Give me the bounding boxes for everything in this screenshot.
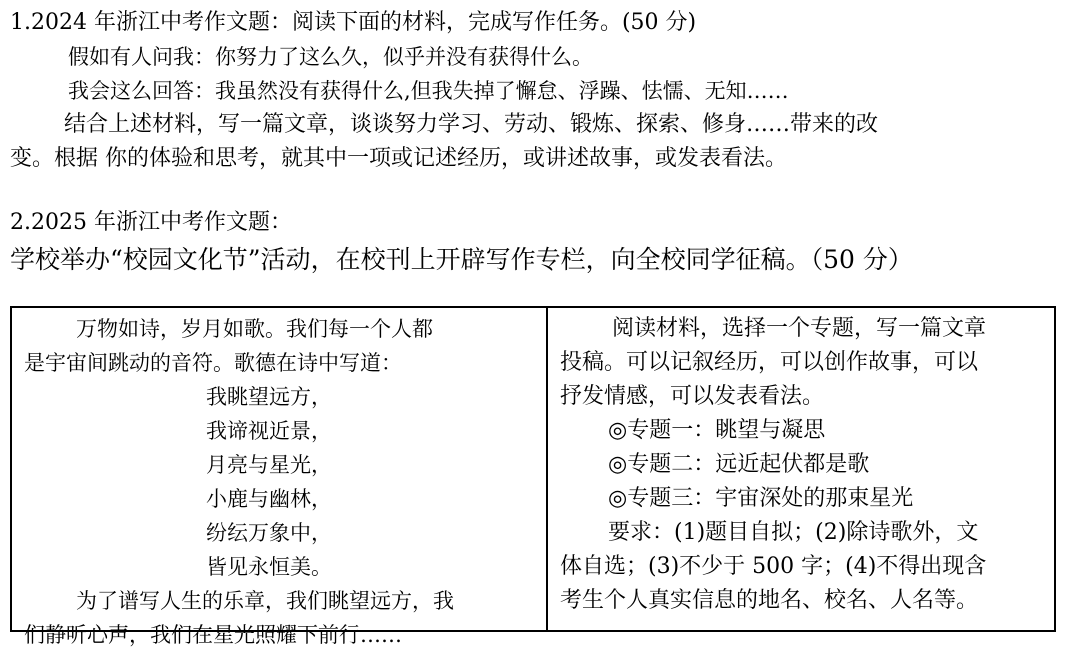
material-quote-answer: 我会这么回答：我虽然没有获得什么,但我失掉了懈怠、浮躁、怯懦、无知…… (68, 79, 789, 103)
poem-line: 皆见永恒美。 (206, 555, 332, 579)
requirements-line-1: 要求：(1)题目自拟；(2)除诗歌外，文 (608, 520, 979, 545)
poem-line: 月亮与星光， (206, 453, 332, 477)
topic-item: ◎专题三：宇宙深处的那束星光 (608, 486, 914, 511)
requirements-line-2: 体自选；(3)不少于 500 字；(4)不得出现含 (560, 554, 987, 579)
task-line-1: 结合上述材料，写一篇文章，谈谈努力学习、劳动、锻炼、探索、修身……带来的改 (64, 112, 879, 137)
poem-line: 小鹿与幽林， (206, 487, 332, 511)
instructions-line-2: 投稿。可以记叙经历，可以创作故事，可以 (560, 350, 979, 375)
requirements-line-3: 考生个人真实信息的地名、校名、人名等。 (560, 588, 979, 613)
poem-line: 我谛视近景， (206, 419, 332, 443)
poem-line: 纷纭万象中， (206, 521, 332, 545)
question-1-heading: 1.2024 年浙江中考作文题：阅读下面的材料，完成写作任务。(50 分) (10, 10, 697, 35)
task-line-2: 变。根据 你的体验和思考，就其中一项或记述经历，或讲述故事，或发表看法。 (10, 146, 787, 171)
topic-item: ◎专题二：远近起伏都是歌 (608, 452, 870, 477)
topic-item: ◎专题一：眺望与凝思 (608, 418, 826, 443)
material-quote-question: 假如有人问我：你努力了这么久，似乎并没有获得什么。 (68, 45, 593, 69)
material-para-1-line-1: 万物如诗，岁月如歌。我们每一个人都 (76, 317, 433, 341)
material-column (12, 308, 548, 647)
question-2-heading: 2.2025 年浙江中考作文题： (10, 210, 292, 235)
material-para-1-line-2: 是宇宙间跳动的音符。歌德在诗中写道： (24, 351, 402, 375)
question-2 (10, 206, 1068, 280)
material-para-2-line-2: 们静听心声，我们在星光照耀下前行…… (24, 623, 402, 647)
material-table (10, 306, 1056, 647)
poem-line: 我眺望远方， (206, 385, 332, 409)
question-1 (10, 6, 1068, 176)
instructions-line-1: 阅读材料，选择一个专题，写一篇文章 (612, 316, 987, 341)
question-2-intro: 学校举办“校园文化节”活动，在校刊上开辟写作专栏，向全校同学征稿。（50 分） (10, 245, 913, 274)
instructions-line-3: 抒发情感，可以发表看法。 (560, 384, 825, 409)
instructions-column (548, 308, 1054, 630)
material-para-2-line-1: 为了谱写人生的乐章，我们眺望远方，我 (76, 589, 454, 613)
